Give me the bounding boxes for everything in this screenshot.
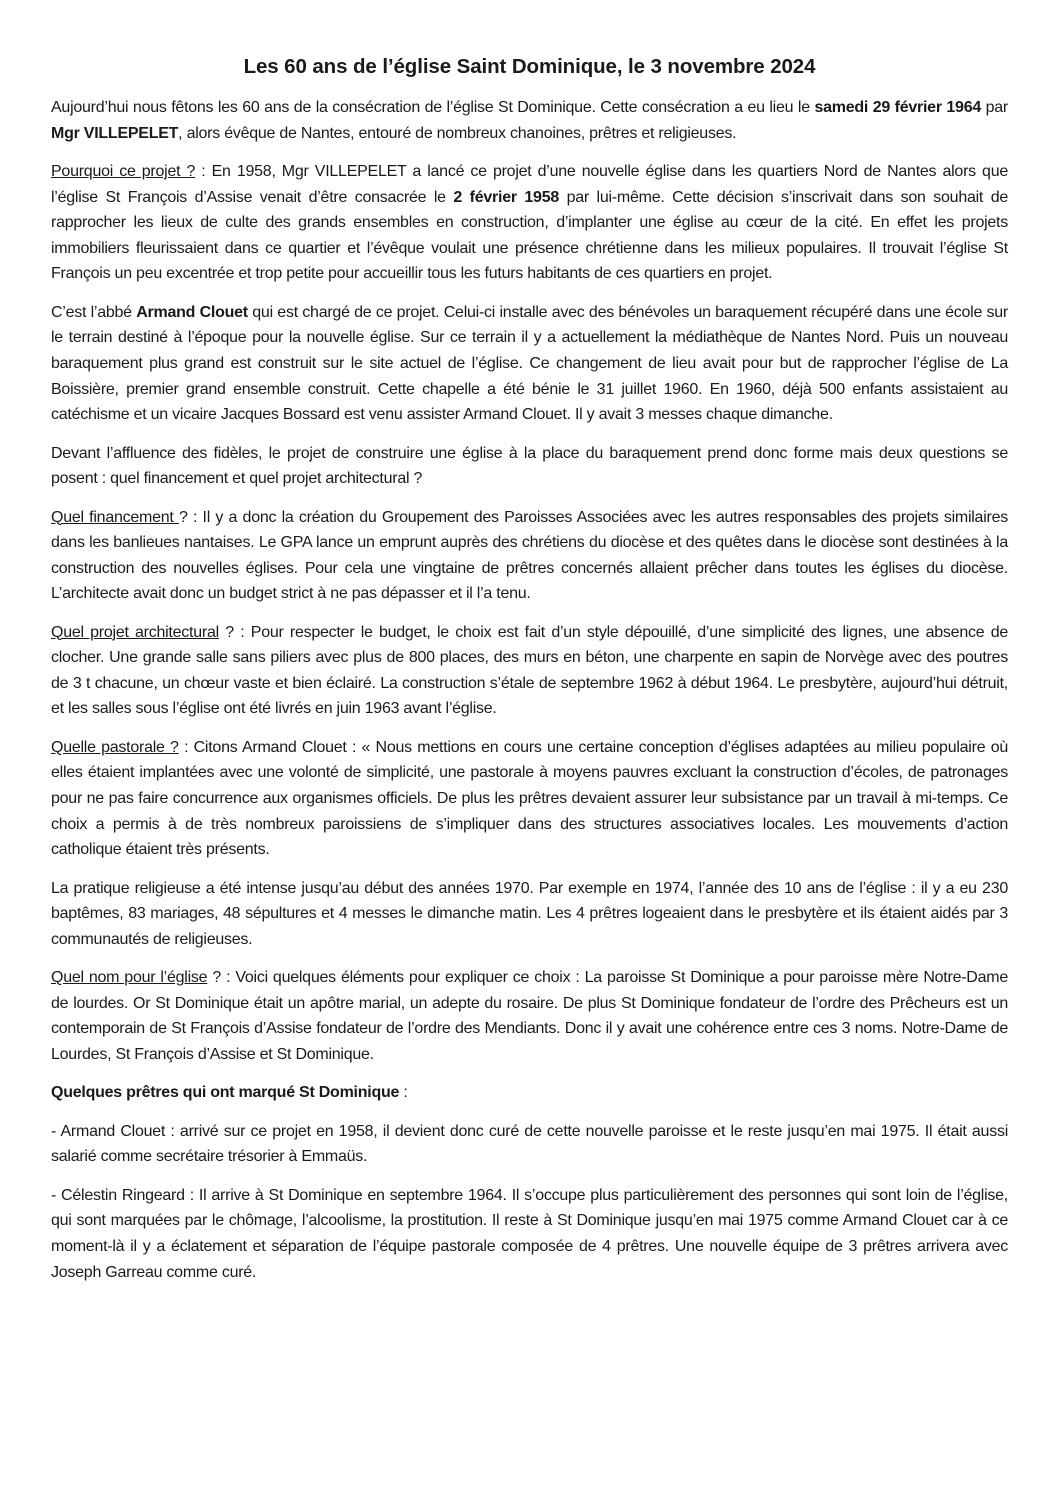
paragraph-nom: [51, 965, 1008, 1067]
section-heading: Quelle pastorale ?: [51, 738, 179, 756]
bold-heading: Quelques prêtres qui ont marqué St Dominique: [51, 1084, 400, 1102]
text: : Citons Armand Clouet : « Nous mettions en cours une certaine conception d’églises adaptées au milieu populaire où elles étaient implantées avec une volonté de simplicité, une pastorale à moyens pauvres excluant la construction d’écoles, de patronages pour ne pas faire concurrence aux organismes officiels. De plus les prêtres devaient assurer leur subsistance par un travail à mi-temps. Ce choix a permis à de très nombreux paroissiens de s’impliquer dans des structures associatives locales. Les mouvements d’action catholique étaient très présents.: [51, 738, 1009, 859]
text: Devant l’affluence des fidèles, le projet de construire une église à la place du baraquement prend donc forme mais deux questions se posent : quel financement et quel projet architectural ?: [51, 444, 1008, 488]
paragraph-pratique: [51, 876, 1008, 953]
text: La pratique religieuse a été intense jusqu’au début des années 1970. Par exemple en 1974, l’année des 10 ans de l’église : il y a eu 230 baptêmes, 83 mariages, 48 sépultures et 4 messes le dimanche matin. Les 4 prêtres logeaient dans le presbytère et ils étaient aidés par 3 communautés de religieuses.: [51, 879, 1008, 948]
bold-date: 2 février 1958: [453, 188, 559, 206]
bold-name: Armand Clouet: [136, 303, 248, 321]
text: par lui-même. Cette décision s’inscrivait dans son souhait de rapprocher les lieux de culte des grands ensembles en construction, d’implanter une église au cœur de la cité. En effet les projets immobiliers fleurissaient dans ce quartier et l’évêque voulait une présence chrétienne dans les milieux populaires. Il trouvait l’église St François un peu excentrée et trop petite pour accueillir tous les futurs habitants de ces quartiers en projet.: [51, 188, 1009, 283]
paragraph-pourquoi: [51, 159, 1008, 287]
section-heading: Quel financement: [51, 508, 179, 526]
paragraph-pretres-heading: [51, 1080, 1008, 1106]
paragraph-intro: [51, 95, 1008, 146]
text: ? : Voici quelques éléments pour expliquer ce choix : La paroisse St Dominique a pour paroisse mère Notre-Dame de lourdes. Or St Dominique était un apôtre marial, un adepte du rosaire. De plus St Dominique fondateur de l’ordre des Prêcheurs est un contemporain de St François d’Assise fondateur de l’ordre des Mendiants. Donc il y avait une cohérence entre ces 3 noms. Notre-Dame de Lourdes, St François d’Assise et St Dominique.: [51, 969, 1008, 1063]
paragraph-architectural: [51, 620, 1008, 722]
text: C’est l’abbé: [51, 303, 137, 321]
document-title: Les 60 ans de l’église Saint Dominique, le 3 novembre 2024: [243, 55, 816, 78]
text: qui est chargé de ce projet. Celui-ci installe avec des bénévoles un baraquement récupéré dans une école sur le terrain destiné à l’époque pour la nouvelle église. Sur ce terrain il y a actuellement la médiathèque de Nantes Nord. Puis un nouveau baraquement plus grand est construit sur le site actuel de l’église. Ce changement de lieu avait pour but de rapprocher l’église de La Boissière, premier grand ensemble construit. Cette chapelle a été bénie le 31 juillet 1960. En 1960, déjà 500 enfants assistaient au catéchisme et un vicaire Jacques Bossard est venu assister Armand Clouet. Il y avait 3 messes chaque dimanche.: [51, 303, 1009, 424]
section-heading: Quel projet architectural: [51, 623, 219, 641]
text: par: [981, 99, 1009, 116]
paragraph-abbe: [51, 300, 1008, 428]
text: :: [399, 1084, 408, 1102]
text: Aujourd’hui nous fêtons les 60 ans de la consécration de l’église St Dominique. Cette consécration a eu lieu le: [51, 99, 815, 116]
bold-name: Mgr VILLEPELET: [51, 124, 179, 142]
text: ? : Il y a donc la création du Groupement des Paroisses Associées avec les autres responsables des projets similaires dans les banlieues nantaises. Le GPA lance un emprunt auprès des chrétiens du diocèse et des quêtes dans le diocèse sont destinées à la construction des nouvelles églises. Pour cela une vingtaine de prêtres concernés allaient prêcher dans toutes les églises du diocèse. L’architecte avait donc un budget strict à ne pas dépasser et il l’a tenu.: [51, 508, 1008, 603]
paragraph-pastorale: [51, 735, 1008, 863]
text: - Célestin Ringeard : Il arrive à St Dominique en septembre 1964. Il s’occupe plus particulièrement des personnes qui sont loin de l’église, qui sont marquées par le chômage, l’alcoolisme, la prostitution. Il reste à St Dominique jusqu’en mai 1975 comme Armand Clouet car à ce moment-là il y a éclatement et séparation de l’équipe pastorale composée de 4 prêtres. Une nouvelle équipe de 3 prêtres arrivera avec Joseph Garreau comme curé.: [51, 1186, 1008, 1281]
section-heading: Quel nom pour l’église: [51, 969, 208, 987]
bold-date: samedi 29 février 1964: [814, 99, 982, 116]
text: : En 1958, Mgr VILLEPELET a lancé ce projet d’une nouvelle église dans les quartiers Nord de Nantes alors que l’église St François d’Assise venait d’être consacrée le: [51, 162, 1009, 206]
text: ? : Pour respecter le budget, le choix est fait d’un style dépouillé, d’une simplicité des lignes, une absence de clocher. Une grande salle sans piliers avec plus de 800 places, des murs en béton, une charpente en sapin de Norvège avec des poutres de 3 t chacune, un chœur vaste et bien éclairé. La construction s’étale de septembre 1962 à début 1964. Le presbytère, aujourd’hui détruit, et les salles sous l’église ont été livrés en juin 1963 avant l’église.: [51, 623, 1009, 718]
document-page: [51, 52, 1008, 1298]
paragraph-financement: [51, 505, 1008, 607]
paragraph-ringeard: [51, 1183, 1008, 1285]
text: , alors évêque de Nantes, entouré de nombreux chanoines, prêtres et religieuses.: [178, 124, 737, 142]
paragraph-affluence: [51, 441, 1008, 492]
section-heading: Pourquoi ce projet ?: [51, 162, 196, 180]
text: - Armand Clouet : arrivé sur ce projet en 1958, il devient donc curé de cette nouvelle paroisse et le reste jusqu’en mai 1975. Il était aussi salarié comme secrétaire trésorier à Emmaüs.: [51, 1122, 1008, 1166]
paragraph-clouet: [51, 1119, 1008, 1170]
